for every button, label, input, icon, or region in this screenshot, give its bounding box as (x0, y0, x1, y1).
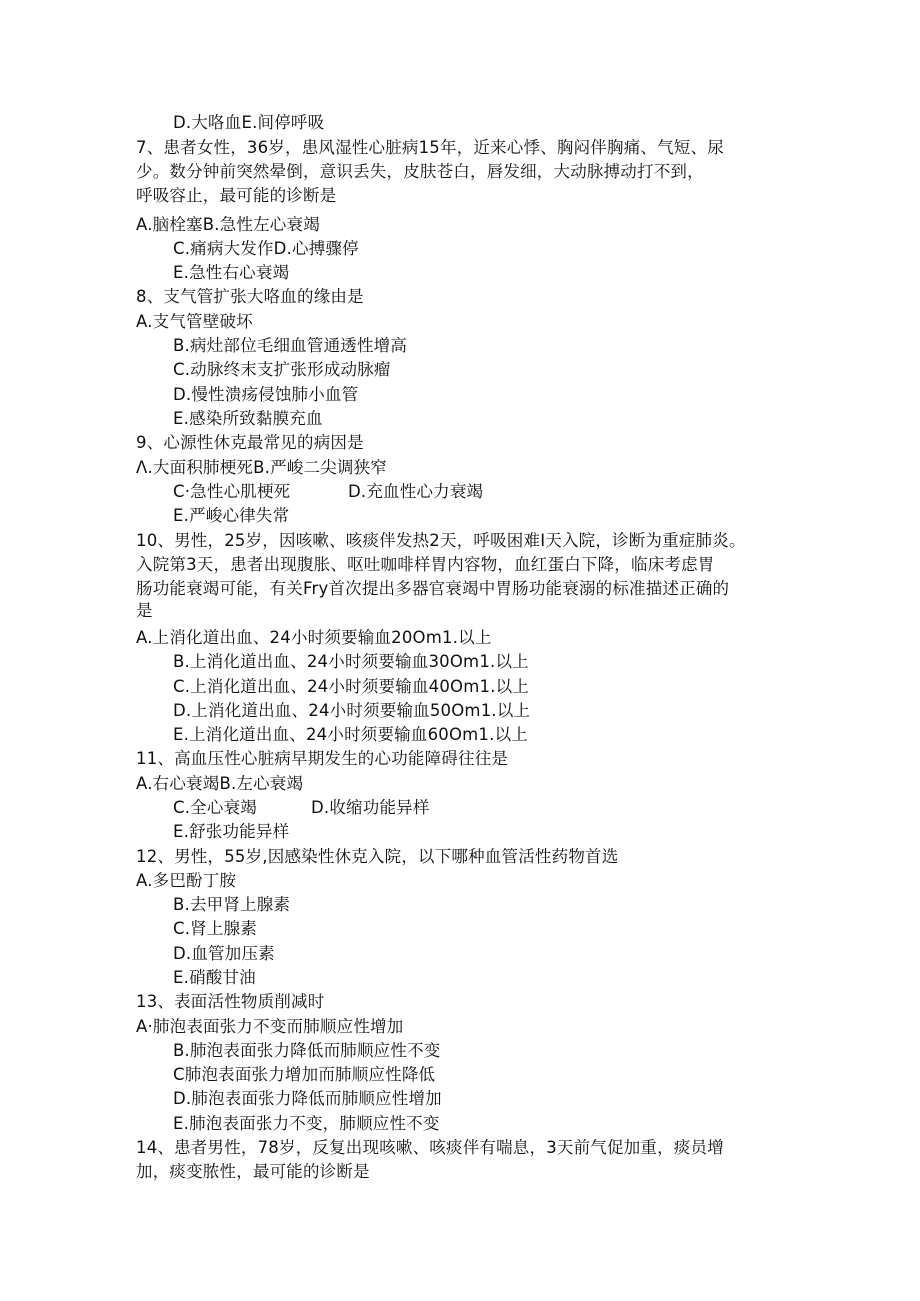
q7-option-cd: C.痛病大发作D.心搏骤停 (173, 239, 359, 258)
q9-option-ab: Λ.大面积肺梗死B.严峻二尖调狭窄 (136, 458, 387, 477)
q12-option-e: E.硝酸甘油 (173, 968, 256, 987)
q9-option-c: C·急性心肌梗死 (173, 482, 291, 501)
q10-option-d: D.上消化道出血、24小时须要输血50Om1.以上 (173, 701, 531, 720)
q10-stem-line-1: 10、男性，25岁，因咳嗽、咳痰伴发热2天，呼吸困难I天入院，诊断为重症肺炎。 (136, 531, 746, 550)
q9-option-d: D.充血性心力衰竭 (348, 482, 484, 501)
q14-stem-line-2: 加，痰变脓性，最可能的诊断是 (136, 1162, 370, 1181)
q10-option-b: B.上消化道出血、24小时须要输血30Om1.以上 (173, 652, 529, 671)
q10-stem-line-4: 是 (136, 601, 153, 620)
q10-option-a: A.上消化道出血、24小时须要输血20Om1.以上 (136, 628, 492, 647)
q12-stem: 12、男性，55岁,因感染性休克入院，以下哪种血管活性药物首选 (136, 847, 619, 866)
q12-option-a: A.多巴酚丁胺 (136, 871, 237, 890)
q11-option-ab: A.右心衰竭B.左心衰竭 (136, 774, 304, 793)
q13-option-b: B.肺泡表面张力降低而肺顺应性不变 (173, 1041, 441, 1060)
q12-option-b: B.去甲肾上腺素 (173, 895, 291, 914)
q10-option-c: C.上消化道出血、24小时须要输血40Om1.以上 (173, 677, 530, 696)
q12-option-d: D.血管加压素 (173, 944, 275, 963)
q8-option-c: C.动脉终末支扩张形成动脉瘤 (173, 360, 391, 379)
q9-stem: 9、心源性休克最常见的病因是 (136, 433, 364, 452)
q11-option-e: E.舒张功能异样 (173, 822, 290, 841)
q13-option-d: D.肺泡表面张力降低而肺顺应性增加 (173, 1089, 442, 1108)
q7-stem-line-2: 少。数分钟前突然晕倒，意识丢失，皮肤苍白，唇发细，大动脉搏动打不到， (136, 162, 704, 181)
q11-stem: 11、高血压性心脏病早期发生的心功能障碍往往是 (136, 749, 509, 768)
q14-stem-line-1: 14、患者男性，78岁，反复出现咳嗽、咳痰伴有喘息，3天前气促加重，痰员增 (136, 1138, 724, 1157)
q8-option-b: B.病灶部位毛细血管通透性增高 (173, 336, 408, 355)
q9-option-e: E.严峻心律失常 (173, 506, 290, 525)
q8-option-d: D.慢性溃疡侵蚀肺小血管 (173, 385, 359, 404)
q13-option-e: E.肺泡表面张力不变，肺顺应性不变 (173, 1114, 440, 1133)
q6-option-de: D.大咯血E.间停呼吸 (173, 113, 325, 132)
q12-option-c: C.肾上腺素 (173, 919, 257, 938)
q7-option-e: E.急性右心衰竭 (173, 263, 290, 282)
q13-stem: 13、表面活性物质削减时 (136, 992, 325, 1011)
q7-option-ab: A.脑栓塞B.急性左心衰竭 (136, 215, 320, 234)
q13-option-a: A·肺泡表面张力不变而肺顺应性增加 (136, 1017, 404, 1036)
q11-option-d: D.收缩功能异样 (311, 798, 430, 817)
q10-option-e: E.上消化道出血、24小时须要输血60Om1.以上 (173, 725, 528, 744)
q8-option-e: E.感染所致黏膜充血 (173, 409, 323, 428)
q8-stem: 8、支气管扩张大咯血的缘由是 (136, 287, 364, 306)
q10-stem-line-2: 入院第3天，患者出现腹胀、呕吐咖啡样胃内容物，血红蛋白下降，临床考虑胃 (136, 555, 715, 574)
q7-stem-line-1: 7、患者女性，36岁，患风湿性心脏病15年，近来心悸、胸闷伴胸痛、气短、尿 (136, 138, 724, 157)
q10-stem-line-3: 肠功能衰竭可能，有关Fry首次提出多器官衰竭中胃肠功能衰溺的标准描述正确的 (136, 579, 730, 598)
q7-stem-line-3: 呼吸容止，最可能的诊断是 (136, 186, 337, 205)
q13-option-c: C肺泡表面张力增加而肺顺应性降低 (173, 1065, 436, 1084)
q11-option-c: C.全心衰竭 (173, 798, 257, 817)
q8-option-a: A.支气管壁破坏 (136, 312, 253, 331)
